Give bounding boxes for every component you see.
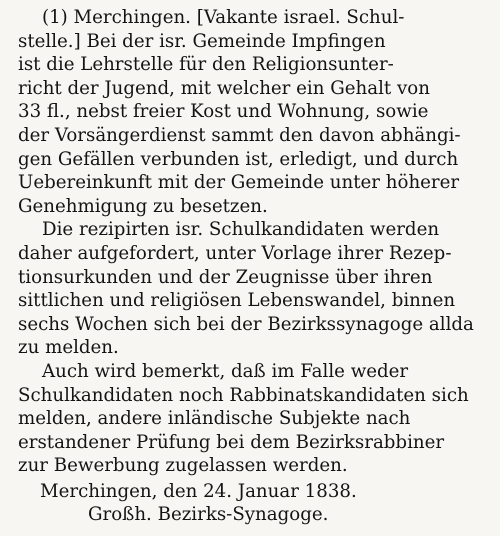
notice-line-8: Uebereinkunft mit der Gemeinde unter höherer — [18, 172, 460, 194]
notice-line-7: gen Gefällen verbunden ist, erledigt, und durch — [18, 148, 459, 170]
notice-line-11: daher aufgefordert, unter Vorlage ihrer Rezep- — [18, 242, 452, 264]
notice-line-20: zur Bewerbung zugelassen werden. — [18, 455, 348, 477]
notice-line-6: der Vorsängerdienst sammt den davon abhängi- — [18, 124, 461, 146]
notice-line-18: melden, andere inländische Subjekte nach — [18, 408, 411, 430]
notice-line-16: Auch wird bemerkt, daß im Falle weder — [42, 360, 409, 382]
notice-line-1: (1) Merchingen. [Vakante israel. Schul- — [42, 7, 405, 28]
notice-line-12: tionsurkunden und der Zeugnisse über ihren — [18, 266, 433, 288]
notice-line-19: erstandener Prüfung bei dem Bezirksrabbiner — [18, 431, 445, 453]
signature-date: Merchingen, den 24. Januar 1838. — [40, 480, 357, 502]
notice-line-10: Die rezipirten isr. Schulkandidaten werden — [42, 219, 440, 241]
notice-line-15: zu melden. — [18, 337, 119, 359]
notice-line-2: stelle.] Bei der isr. Gemeinde Impfingen — [18, 30, 386, 52]
notice-line-14: sechs Wochen sich bei der Bezirkssynagoge allda — [18, 313, 474, 335]
notice-line-17: Schulkandidaten noch Rabbinatskandidaten sich — [18, 384, 469, 406]
signature-name: Großh. Bezirks-Synagoge. — [88, 504, 329, 526]
notice-line-5: 33 fl., nebst freier Kost und Wohnung, sowie — [18, 101, 429, 123]
notice-line-13: sittlichen und religiösen Lebenswandel, binnen — [18, 290, 456, 312]
notice-line-9: Genehmigung zu besetzen. — [18, 195, 268, 217]
notice-line-3: ist die Lehrstelle für den Religionsunter- — [18, 54, 394, 76]
notice-line-4: richt der Jugend, mit welcher ein Gehalt von — [18, 77, 430, 99]
